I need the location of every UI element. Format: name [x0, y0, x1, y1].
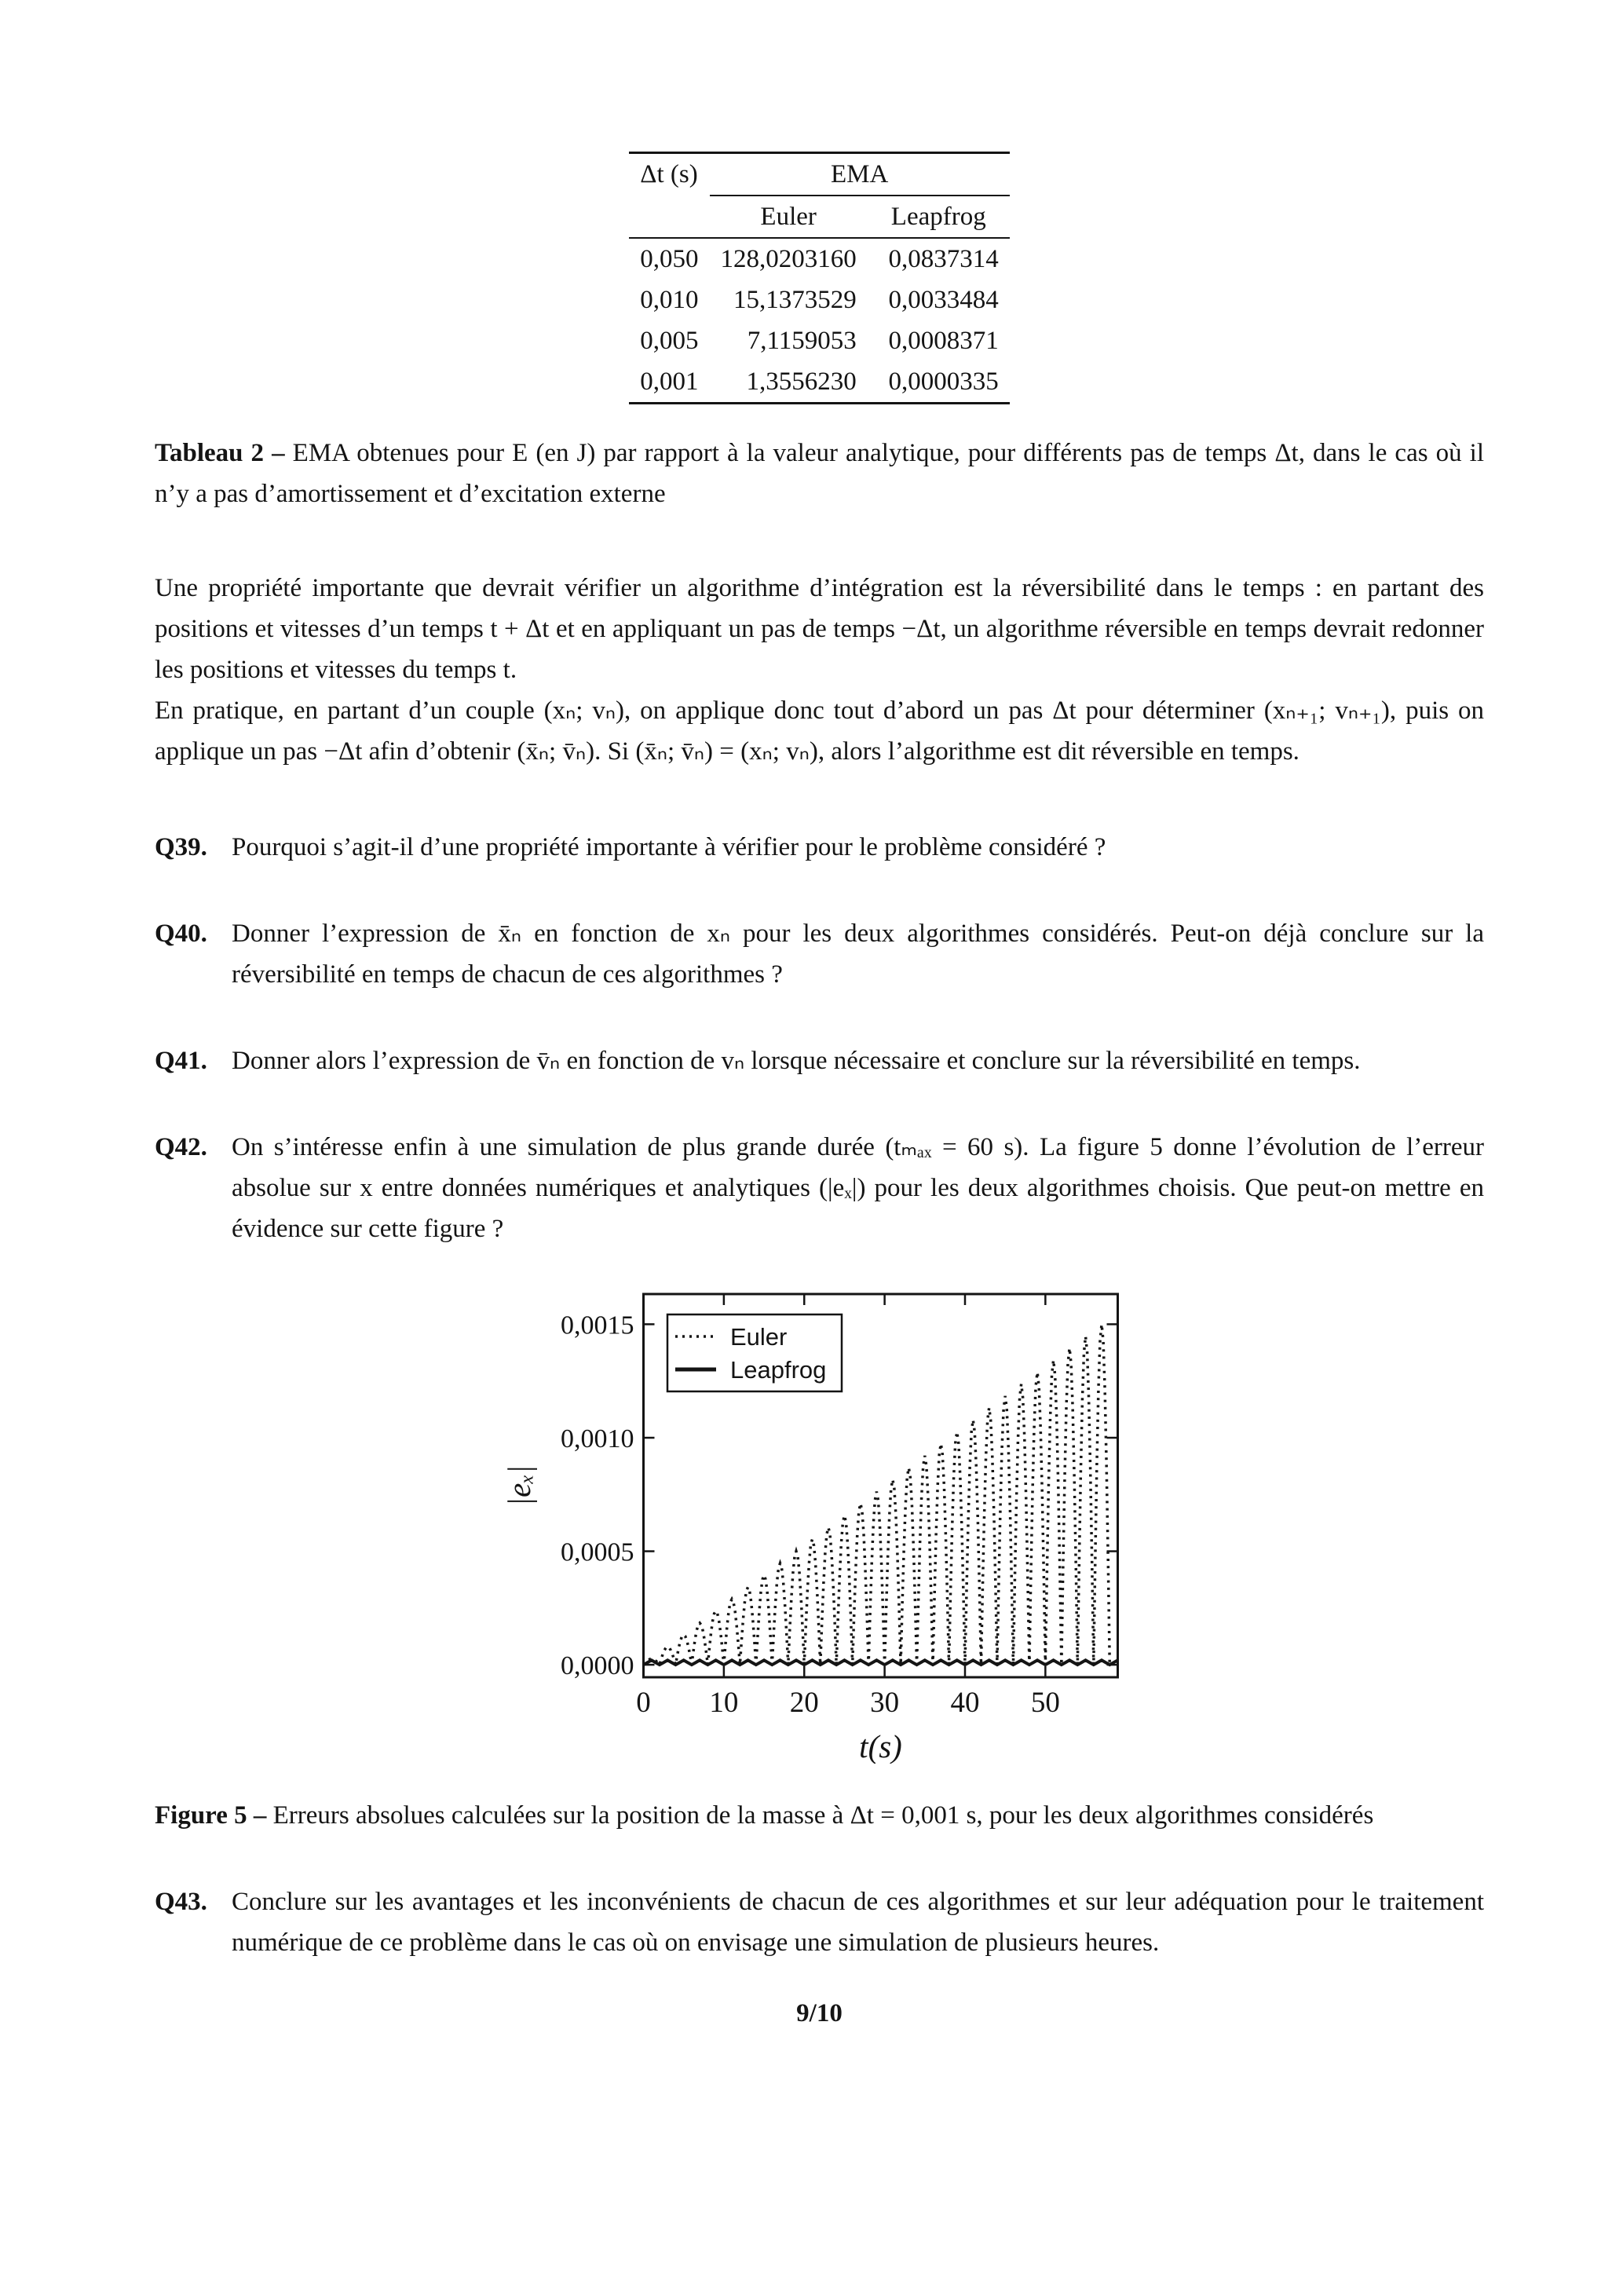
x-tick-label: 30 [870, 1687, 900, 1719]
figure-caption-text: Erreurs absolues calculées sur la position de la masse à Δt = 0,001 s, pour les deux algorithmes considérés [272, 1801, 1374, 1830]
question-q39 [155, 827, 1484, 868]
question-q43 [155, 1881, 1484, 1963]
question-label: Q39. [155, 833, 207, 861]
legend-label: Leapfrog [730, 1356, 827, 1384]
page-number: 9/10 [796, 1999, 843, 2027]
table-caption [155, 433, 1484, 514]
paragraph-reversibility: Une propriété importante que devrait vérifier un algorithme d’intégration est la réversibilité dans le temps : en partant des positions et vitesses d’un temps t + Δt et en appliquant un pas de temps −Δt, un algorithme réversible en temps devrait redonner les positions et vitesses du temps t. [155, 574, 1484, 684]
question-text: Donner alors l’expression de v̄ₙ en fonction de vₙ lorsque nécessaire et conclure sur la réversibilité en temps. [232, 1047, 1361, 1075]
table-row [629, 280, 1009, 320]
table-row [629, 238, 1009, 280]
question-text: Conclure sur les avantages et les inconvénients de chacun de ces algorithmes et sur leur adéquation pour le traitement numérique de ce problème dans le cas où on envisage une simulation de plusieurs heures. [232, 1888, 1484, 1957]
table-row [629, 320, 1009, 361]
table-subheader-leapfrog: Leapfrog [868, 196, 1010, 238]
table-cell: 0,0008371 [888, 327, 999, 355]
question-label: Q42. [155, 1133, 207, 1161]
x-tick-label: 10 [709, 1687, 739, 1719]
table-caption-text: EMA obtenues pour E (en J) par rapport à la valeur analytique, pour différents pas de temps Δt, dans le cas où il n’y a pas d’amortissement et d’excitation externe [155, 439, 1484, 508]
question-text: On s’intéresse enfin à une simulation de plus grande durée (tₘₐₓ = 60 s). La figure 5 donne l’évolution de l’erreur absolue sur x entre données numériques et analytiques (|eₓ|) pour les deux algorithmes choisis. Que peut-on mettre en évidence sur cette figure ? [232, 1133, 1484, 1243]
question-text: Pourquoi s’agit-il d’une propriété importante à vérifier pour le problème considéré ? [232, 833, 1106, 861]
table-cell: 0,0000335 [888, 367, 999, 396]
table-subheader-euler: Euler [710, 196, 868, 238]
table-cell: 0,0837314 [888, 245, 999, 273]
table-cell: 0,001 [640, 367, 699, 396]
question-text: Donner l’expression de x̄ₙ en fonction de xₙ pour les deux algorithmes considérés. Peut-on déjà conclure sur la réversibilité en temps de chacun de ces algorithmes ? [232, 919, 1484, 989]
table-cell: 0,005 [640, 327, 699, 355]
table-cell: 0,050 [640, 245, 699, 273]
question-label: Q40. [155, 919, 207, 948]
figure-caption [155, 1795, 1484, 1836]
text-block [155, 0, 1484, 2034]
figure-5 [155, 1285, 1484, 1764]
y-tick-label: 0,0000 [561, 1651, 634, 1681]
y-tick-label: 0,0010 [561, 1424, 634, 1453]
chart-series-leapfrog [644, 1660, 1118, 1665]
x-axis-label: t(s) [859, 1728, 902, 1764]
question-label: Q43. [155, 1888, 207, 1916]
table-group-header: EMA [710, 153, 1010, 196]
table-cell: 0,010 [640, 286, 699, 314]
y-tick-label: 0,0005 [561, 1537, 634, 1567]
x-tick-label: 40 [950, 1687, 980, 1719]
paragraph-practice: En pratique, en partant d’un couple (xₙ; vₙ), on applique donc tout d’abord un pas Δt pour déterminer (xₙ₊₁; vₙ₊₁), puis on applique un pas −Δt afin d’obtenir (x̄ₙ; v̄ₙ). Si (x̄ₙ; v̄ₙ) = (xₙ; vₙ), alors l’algorithme est dit réversible en temps. [155, 696, 1484, 766]
error-chart [489, 1285, 1141, 1764]
table-cell: 1,3556230 [746, 367, 857, 396]
y-tick-label: 0,0015 [561, 1311, 634, 1340]
legend-label: Euler [730, 1323, 788, 1351]
y-axis-label: |eₓ| [501, 1464, 537, 1507]
table-cell: 7,1159053 [747, 327, 857, 355]
table-caption-label: Tableau 2 – [155, 439, 285, 467]
question-label: Q41. [155, 1047, 207, 1075]
table-cell: 128,0203160 [720, 245, 857, 273]
table-row [629, 361, 1009, 404]
body-paragraphs [155, 568, 1484, 772]
question-q42 [155, 1127, 1484, 1249]
x-tick-label: 20 [789, 1687, 819, 1719]
leapfrog-curve [644, 1660, 1118, 1665]
results-table [629, 152, 1009, 404]
x-tick-label: 0 [636, 1687, 651, 1719]
question-q40 [155, 913, 1484, 995]
chart-legend [667, 1314, 842, 1391]
table-corner-header: Δt (s) [629, 153, 709, 239]
table-cell: 15,1373529 [733, 286, 857, 314]
table-cell: 0,0033484 [888, 286, 999, 314]
x-tick-label: 50 [1030, 1687, 1060, 1719]
question-q41 [155, 1040, 1484, 1081]
figure-caption-label: Figure 5 – [155, 1801, 267, 1830]
